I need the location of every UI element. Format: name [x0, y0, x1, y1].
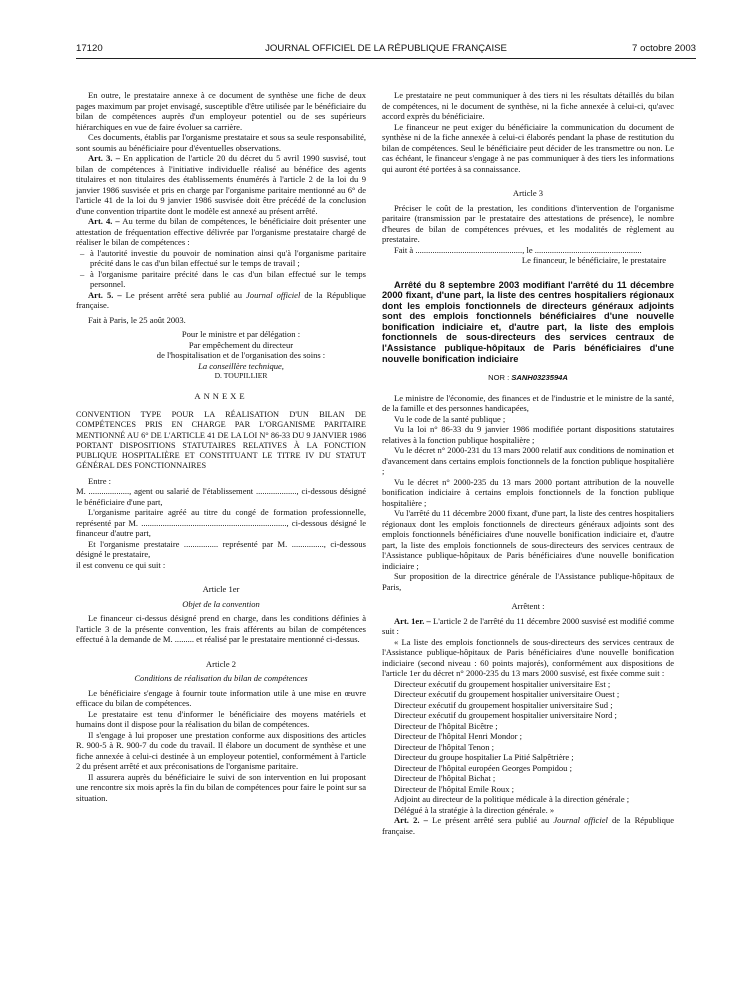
article-text: Le présent arrêté sera publié au — [427, 815, 554, 826]
article-4 — [76, 216, 366, 248]
left-column — [76, 90, 366, 803]
dash-item: – à l'autorité investie du pouvoir de nomination ainsi qu'à l'organisme paritaire précité dans le cas d'un bilan effectué sur le temps de travail ; — [76, 248, 366, 269]
article-heading: Article 2 — [205, 658, 237, 669]
article-text: de la République française. — [76, 289, 366, 310]
paragraph: Ces documents, établis par l'organisme prestataire et sous sa seule responsabilité, sont soumis au bénéficiaire pour d'éventuelles observations. — [76, 132, 366, 153]
visa: Vu le décret n° 2000-235 du 13 mars 2000 portant attribution de la nouvelle bonification indiciaire à certains emplois fonctionnels de la fonction publique hospitalière ; — [382, 476, 674, 508]
fait-line: Fait à .................................................., le .................................................. — [394, 244, 642, 255]
list-item: Adjoint au directeur de la politique médicale à la direction générale ; — [394, 794, 630, 805]
article-text: Au terme du bilan de compétences, le bénéficiaire doit présenter une attestation de fréquentation effective délivrée par l'organisme prestataire chargé de réaliser le bilan de compétences : — [76, 216, 367, 247]
list-item: Directeur exécutif du groupement hospitalier universitaire Nord ; — [394, 710, 617, 721]
list-item: Directeur de l'hôpital Tenon ; — [394, 741, 494, 752]
article-heading: Article 3 — [512, 188, 544, 198]
article-text: de la République française. — [382, 815, 674, 836]
journal-name: Journal officiel — [553, 815, 608, 826]
quote-paragraph: « La liste des emplois fonctionnels de sous-directeurs des services centraux de l'Assistance publique-hôpitaux de Paris bénéficiaires d'une nouvelle bonification indiciaire (second niveau : 60 points majorés), conformément aux dispositions de l'article 1er du décret n° 2000-235 du 13 mars 2000 susvisé, est fixée comme suit : — [382, 636, 674, 679]
journal-title: JOURNAL OFFICIEL DE LA RÉPUBLIQUE FRANÇAISE — [265, 43, 507, 54]
header-rule — [76, 58, 696, 59]
paragraph: En outre, le prestataire annexe à ce document de synthèse une fiche de deux pages maximum par projet envisagé, susceptible d'être utilisée par le bénéficiaire du bilan de compétences auprès d'un employeur potentiel ou de ses supérieurs hiérarchiques en vue de faire évoluer sa carrière. — [76, 90, 366, 132]
list-item: Directeur de l'hôpital Emile Roux ; — [394, 783, 514, 794]
arretent-heading: Arrêtent : — [511, 601, 545, 612]
article-label: Art. 5. – — [88, 289, 122, 300]
paragraph: Le prestataire ne peut communiquer à des tiers ni les résultats détaillés du bilan de compétences, ni le document de synthèse, ni la fiche annexée à celui-ci, qu'avec accord exprès du bénéficiaire. — [382, 90, 674, 121]
article-text: En application de l'article 20 du décret du 5 avril 1990 susvisé, tout bilan de compétences à l'initiative individuelle réalisé au bénéfice des agents titulaires et non titulaires des établissements énumérés à l'article 2 de la loi du 9 janvier 1986 susvisée et pris en charge par l'organisme paritaire mentionné au 6° de l'article 41 de la loi du 9 janvier 1986 susvisée doit être précédé de la conclusion d'une convention tripartite dont le modèle est annexé au présent arrêté. — [76, 153, 367, 216]
list-item: Directeur de l'hôpital européen Georges Pompidou ; — [394, 762, 572, 773]
paragraph: Le prestataire est tenu d'informer le bénéficiaire des moyens matériels et humains dont il dispose pour la réalisation du bilan de compétences. — [76, 708, 366, 730]
signature-line: Pour le ministre et par délégation : — [181, 329, 301, 339]
signature-line: de l'hospitalisation et de l'organisation des soins : — [156, 350, 326, 360]
paragraph: M. ..................., agent ou salarié de l'établissement ..................., ci-dessous désigné le bénéficiaire d'une part, — [76, 486, 366, 507]
nor-reference — [382, 373, 674, 384]
signature-line: La conseillère technique, — [198, 360, 284, 371]
list-item: Directeur de l'hôpital Bicêtre ; — [394, 720, 498, 731]
fait-line: Fait à Paris, le 25 août 2003. — [88, 314, 186, 325]
article-subheading: Objet de la convention — [182, 598, 260, 609]
article-text: Le présent arrêté sera publié au — [121, 289, 246, 300]
paragraph: Le financeur ne peut exiger du bénéficiaire la communication du document de synthèse ni de la fiche annexée à celui-ci élaborés pendant la phase de restitution du bilan de compétences. Seul le bénéficiaire peut décider de les transmettre ou non. Le cas échéant, le financeur s'engage à ne pas communiquer à des tiers les informations qui auront été portées à sa connaissance. — [382, 121, 674, 174]
article-heading: Article 1er — [202, 584, 240, 595]
article-3 — [76, 153, 366, 216]
visa: Vu l'arrêté du 11 décembre 2000 fixant, d'une part, la liste des centres hospitaliers régionaux dont les emplois fonctionnels de directeurs généraux adjoints sont des emplois fonctionnels bénéficiaires d'une nouvelle bonification indiciaire et, d'autre part, la liste des emplois fonctionnels de sous-directeurs des services centraux de l'Assistance publique-hôpitaux de Paris bénéficiaires d'une nouvelle bonification indiciaire ; — [382, 508, 674, 571]
paragraph: Préciser le coût de la prestation, les conditions d'intervention de l'organisme paritaire (transmission par le prestataire des attestations de présence), le nombre d'heures de bilan de compétences prévues, et les modalités de règlement au prestataire. — [382, 202, 674, 244]
paragraph: Le ministre de l'économie, des finances et de l'industrie et le ministre de la santé, de la famille et des personnes handicapées, — [382, 392, 674, 414]
signature-line: Par empêchement du directeur — [188, 339, 294, 350]
article-subheading: Conditions de réalisation du bilan de compétences — [134, 673, 308, 684]
article-label: Art. 1er. – — [394, 615, 431, 626]
signatory: D. TOUPILLIER — [214, 371, 268, 380]
article-1 — [382, 616, 674, 637]
article-2 — [382, 815, 674, 836]
list-item: Délégué à la stratégie à la direction générale. » — [394, 804, 555, 815]
page-header — [76, 43, 696, 57]
paragraph: L'organisme paritaire agréé au titre du congé de formation professionnelle, représenté par M. ...................................................................., ci-dessous désigné le financeur d'autre part, — [76, 507, 366, 539]
paragraph: Et l'organisme prestataire ................ représenté par M. ..............., ci-dessous désigné le prestataire, — [76, 538, 366, 560]
right-column — [382, 90, 674, 836]
journal-name: Journal officiel — [246, 289, 301, 300]
article-label: Art. 2. – — [394, 815, 428, 826]
dash-item: – à l'organisme paritaire précité dans le cas d'un bilan effectué sur le temps personnel. — [76, 269, 366, 290]
article-5 — [76, 290, 366, 311]
signatories-line: Le financeur, le bénéficiaire, le prestataire — [521, 255, 666, 265]
nor-code: SANH0323594A — [511, 373, 568, 383]
convention-title: CONVENTION TYPE POUR LA RÉALISATION D'UN BILAN DE COMPÉTENCES PRIS EN CHARGE PAR L'ORGANISME PARITAIRE MENTIONNÉ AU 6° DE L'ARTICLE 41 DE LA LOI N° 86-33 DU 9 JANVIER 1986 PORTANT DISPOSITIONS STATUTAIRES RELATIVES À LA FONCTION PUBLIQUE HOSPITALIÈRE ET CONSTITUANT LE TITRE IV DU STATUT GÉNÉRAL DES FONCTIONNAIRES — [76, 410, 366, 471]
paragraph: Le financeur ci-dessus désigné prend en charge, dans les conditions définies à l'article 3 de la présente convention, les frais afférents au bilan de compétences effectué à la demande de M. ......... et réalisé par le prestataire mentionné ci-dessus. — [76, 613, 366, 645]
nor-label: NOR : — [488, 373, 512, 383]
article-label: Art. 3. – — [88, 153, 121, 163]
director-list — [382, 679, 674, 816]
paragraph: Il assurera auprès du bénéficiaire le suivi de son intervention en lui proposant une rencontre six mois après la fin du bilan de compétences pour faire le point sur sa situation. — [76, 771, 366, 803]
article-text: L'article 2 de l'arrêté du 11 décembre 2000 susvisé est modifié comme suit : — [382, 615, 674, 637]
list-item: Directeur de l'hôpital Bichat ; — [394, 773, 496, 784]
paragraph: Il s'engage à lui proposer une prestation conforme aux dispositions des articles R. 900-5 à R. 900-7 du code du travail. Il élabore un document de synthèse et une fiche annexée à celui-ci destinée à un employeur potentiel, conformément à l'article 2 du présent arrêté et aux préconisations de l'organisme paritaire. — [76, 729, 366, 772]
list-item: Directeur du groupe hospitalier La Pitié Salpêtrière ; — [394, 752, 574, 763]
page-number: 17120 — [76, 43, 103, 54]
annexe-heading: ANNEXE — [194, 390, 248, 401]
visa: Vu le décret n° 2000-231 du 13 mars 2000 relatif aux conditions de nomination et d'avancement dans certains emplois fonctionnels de la fonction publique hospitalière ; — [382, 445, 674, 477]
list-item: Directeur de l'hôpital Henri Mondor ; — [394, 731, 523, 742]
list-item: Directeur exécutif du groupement hospitalier universitaire Sud ; — [394, 699, 613, 710]
issue-date: 7 octobre 2003 — [631, 43, 696, 54]
visa: Vu la loi n° 86-33 du 9 janvier 1986 modifiée portant dispositions statutaires relatives à la fonction publique hospitalière ; — [382, 424, 674, 445]
list-item: Directeur exécutif du groupement hospitalier universitaire Ouest ; — [394, 689, 620, 700]
paragraph: il est convenu ce qui suit : — [76, 559, 166, 570]
arrete-title: Arrêté du 8 septembre 2003 modifiant l'arrêté du 11 décembre 2000 fixant, d'une part, la liste des centres hospitaliers régionaux dont les emplois fonctionnels de directeurs généraux adjoints sont des emplois fonctionnels bénéficiaires d'une nouvelle bonification indiciaire et, d'autre part, la liste des emplois fonctionnels de sous-directeurs des services centraux de l'Assistance publique-hôpitaux de Paris bénéficiaires d'une nouvelle bonification indiciaire — [382, 279, 674, 364]
list-item: Directeur exécutif du groupement hospitalier universitaire Est ; — [394, 678, 611, 689]
paragraph: Sur proposition de la directrice générale de l'Assistance publique-hôpitaux de Paris, — [382, 571, 674, 592]
article-label: Art. 4. – — [88, 216, 120, 226]
paragraph: Entre : — [88, 475, 112, 486]
visa: Vu le code de la santé publique ; — [394, 413, 506, 424]
paragraph: Le bénéficiaire s'engage à fournir toute information utile à une mise en œuvre efficace du bilan de compétences. — [76, 687, 366, 709]
